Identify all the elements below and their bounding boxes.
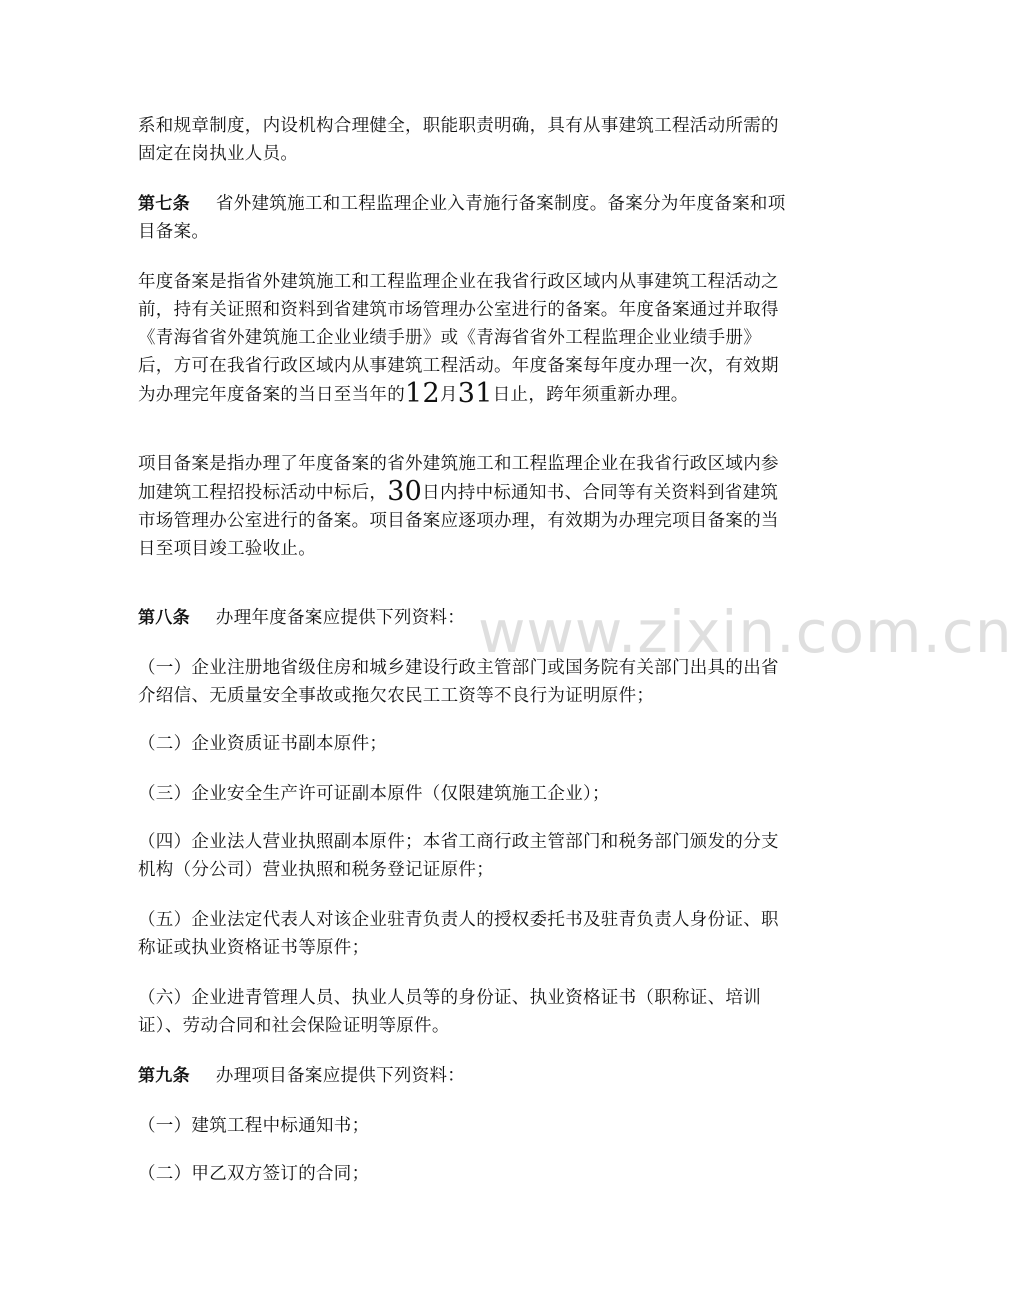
article-8-item-3: （三）企业安全生产许可证副本原件（仅限建筑施工企业）； [138, 784, 610, 804]
article-9 [138, 1062, 788, 1090]
paragraph-continuation: 系和规章制度，内设机构合理健全，职能职责明确，具有从事建筑工程活动所需的固定在岗执业人员。 [138, 116, 779, 164]
project-filing-text-1: 项目备案是指办理了年度备案的省外建筑施工和工程监理企业在我省行政区域内参加建筑工程招投标活动中标后， [138, 454, 779, 503]
article-8-item-5: （五）企业法定代表人对该企业驻青负责人的授权委托书及驻青负责人身份证、职称证或执业资格证书等原件； [138, 910, 779, 958]
annual-filing-month: 12 [405, 378, 440, 409]
article-9-item-2: （二）甲乙双方签订的合同； [138, 1164, 370, 1184]
annual-filing-text-3: 日止，跨年须重新办理。 [492, 385, 689, 405]
article-8-item-6: （六）企业进青管理人员、执业人员等的身份证、执业资格证书（职称证、培训证）、劳动合同和社会保险证明等原件。 [138, 988, 761, 1036]
article-8-item-4: （四）企业法人营业执照副本原件；本省工商行政主管部门和税务部门颁发的分支机构（分公司）营业执照和税务登记证原件； [138, 832, 779, 880]
article-8-item-2: （二）企业资质证书副本原件； [138, 734, 388, 754]
annual-filing-text-1: 年度备案是指省外建筑施工和工程监理企业在我省行政区域内从事建筑工程活动之前，持有关证照和资料到省建筑市场管理办公室进行的备案。年度备案通过并取得《青海省省外建筑施工企业业绩手册》或《青海省省外工程监理企业业绩手册》后，方可在我省行政区域内从事建筑工程活动。年度备案每年度办理一次，有效期为办理完年度备案的当日至当年的 [138, 272, 779, 405]
article-7-heading: 第七条 [138, 194, 190, 214]
article-8-item-1: （一）企业注册地省级住房和城乡建设行政主管部门或国务院有关部门出具的出省介绍信、无质量安全事故或拖欠农民工工资等不良行为证明原件； [138, 658, 779, 706]
article-9-heading: 第九条 [138, 1066, 190, 1086]
article-7-body: 省外建筑施工和工程监理企业入青施行备案制度。备案分为年度备案和项目备案。 [138, 194, 786, 242]
project-filing-days: 30 [387, 476, 423, 507]
article-7 [138, 190, 788, 246]
project-filing-text-2: 日内持中标通知书、合同等有关资料到省建筑市场管理办公室进行的备案。项目备案应逐项办理，有效期为办理完项目备案的当日至项目竣工验收止。 [138, 483, 779, 559]
article-9-body: 办理项目备案应提供下列资料： [215, 1066, 466, 1086]
watermark-text: www.zixin.com.cn [478, 598, 1013, 666]
annual-filing-day: 31 [457, 378, 493, 409]
article-8-heading: 第八条 [138, 608, 190, 628]
annual-filing-text-2: 月 [439, 385, 458, 405]
article-8-body: 办理年度备案应提供下列资料： [215, 608, 466, 628]
article-9-item-1: （一）建筑工程中标通知书； [138, 1116, 370, 1136]
project-filing-paragraph [138, 450, 788, 563]
annual-filing-paragraph [138, 268, 788, 409]
article-8 [138, 604, 788, 632]
